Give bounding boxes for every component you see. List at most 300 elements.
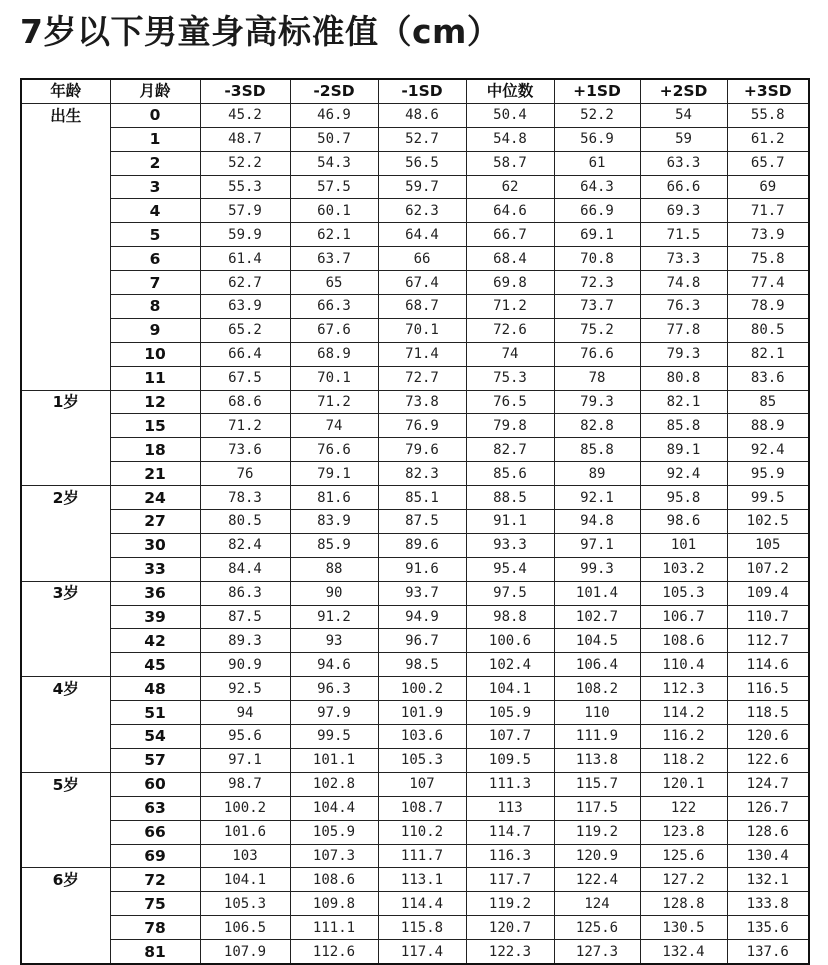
minus-3sd-cell: 65.2 (200, 318, 290, 342)
minus-3sd-cell: 61.4 (200, 247, 290, 271)
month-cell: 3 (110, 175, 200, 199)
age-cell: 5岁 (21, 772, 110, 796)
minus-1sd-cell: 85.1 (378, 486, 466, 510)
plus-2sd-cell: 103.2 (640, 557, 727, 581)
minus-1sd-cell: 115.8 (378, 916, 466, 940)
minus-1sd-cell: 73.8 (378, 390, 466, 414)
plus-2sd-cell: 74.8 (640, 271, 727, 295)
age-cell (21, 223, 110, 247)
minus-1sd-cell: 76.9 (378, 414, 466, 438)
plus-2sd-cell: 54 (640, 103, 727, 127)
age-cell (21, 366, 110, 390)
plus-1sd-cell: 75.2 (554, 318, 640, 342)
median-cell: 76.5 (466, 390, 554, 414)
plus-2sd-cell: 128.8 (640, 892, 727, 916)
plus-2sd-cell: 127.2 (640, 868, 727, 892)
plus-2sd-cell: 106.7 (640, 605, 727, 629)
plus-1sd-cell: 52.2 (554, 103, 640, 127)
plus-3sd-cell: 65.7 (727, 151, 809, 175)
median-cell: 50.4 (466, 103, 554, 127)
minus-1sd-cell: 114.4 (378, 892, 466, 916)
median-cell: 72.6 (466, 318, 554, 342)
plus-3sd-cell: 77.4 (727, 271, 809, 295)
minus-1sd-cell: 103.6 (378, 725, 466, 749)
minus-3sd-cell: 45.2 (200, 103, 290, 127)
table-row (21, 581, 809, 605)
median-cell: 82.7 (466, 438, 554, 462)
age-cell (21, 414, 110, 438)
minus-3sd-cell: 89.3 (200, 629, 290, 653)
month-cell: 60 (110, 772, 200, 796)
minus-2sd-cell: 74 (290, 414, 378, 438)
plus-2sd-cell: 114.2 (640, 701, 727, 725)
header-month: 月龄 (110, 79, 200, 103)
table-row (21, 103, 809, 127)
plus-3sd-cell: 80.5 (727, 318, 809, 342)
plus-2sd-cell: 82.1 (640, 390, 727, 414)
median-cell: 97.5 (466, 581, 554, 605)
table-row (21, 366, 809, 390)
median-cell: 105.9 (466, 701, 554, 725)
age-cell (21, 318, 110, 342)
plus-2sd-cell: 110.4 (640, 653, 727, 677)
plus-3sd-cell: 112.7 (727, 629, 809, 653)
minus-1sd-cell: 113.1 (378, 868, 466, 892)
median-cell: 98.8 (466, 605, 554, 629)
plus-1sd-cell: 79.3 (554, 390, 640, 414)
table-row (21, 892, 809, 916)
table-row (21, 868, 809, 892)
plus-2sd-cell: 89.1 (640, 438, 727, 462)
plus-1sd-cell: 76.6 (554, 342, 640, 366)
plus-1sd-cell: 124 (554, 892, 640, 916)
minus-2sd-cell: 102.8 (290, 772, 378, 796)
table-body (21, 103, 809, 964)
header-plus-1sd: +1SD (554, 79, 640, 103)
minus-1sd-cell: 52.7 (378, 127, 466, 151)
age-cell (21, 533, 110, 557)
plus-1sd-cell: 99.3 (554, 557, 640, 581)
age-cell (21, 725, 110, 749)
minus-3sd-cell: 105.3 (200, 892, 290, 916)
age-cell: 2岁 (21, 486, 110, 510)
minus-3sd-cell: 94 (200, 701, 290, 725)
minus-2sd-cell: 94.6 (290, 653, 378, 677)
header-minus-2sd: -2SD (290, 79, 378, 103)
plus-1sd-cell: 56.9 (554, 127, 640, 151)
age-cell (21, 127, 110, 151)
plus-1sd-cell: 61 (554, 151, 640, 175)
minus-3sd-cell: 98.7 (200, 772, 290, 796)
plus-3sd-cell: 137.6 (727, 940, 809, 964)
age-cell (21, 557, 110, 581)
plus-3sd-cell: 102.5 (727, 510, 809, 534)
month-cell: 81 (110, 940, 200, 964)
plus-1sd-cell: 127.3 (554, 940, 640, 964)
minus-3sd-cell: 97.1 (200, 748, 290, 772)
minus-2sd-cell: 108.6 (290, 868, 378, 892)
plus-1sd-cell: 94.8 (554, 510, 640, 534)
plus-2sd-cell: 63.3 (640, 151, 727, 175)
median-cell: 64.6 (466, 199, 554, 223)
plus-3sd-cell: 135.6 (727, 916, 809, 940)
minus-1sd-cell: 70.1 (378, 318, 466, 342)
minus-1sd-cell: 79.6 (378, 438, 466, 462)
minus-1sd-cell: 94.9 (378, 605, 466, 629)
plus-3sd-cell: 99.5 (727, 486, 809, 510)
table-row (21, 772, 809, 796)
plus-1sd-cell: 104.5 (554, 629, 640, 653)
minus-1sd-cell: 98.5 (378, 653, 466, 677)
minus-1sd-cell: 101.9 (378, 701, 466, 725)
header-minus-1sd: -1SD (378, 79, 466, 103)
minus-1sd-cell: 89.6 (378, 533, 466, 557)
table-row (21, 486, 809, 510)
table-row (21, 390, 809, 414)
median-cell: 66.7 (466, 223, 554, 247)
plus-2sd-cell: 116.2 (640, 725, 727, 749)
table-row (21, 533, 809, 557)
age-cell (21, 295, 110, 319)
table-row (21, 605, 809, 629)
minus-2sd-cell: 85.9 (290, 533, 378, 557)
month-cell: 24 (110, 486, 200, 510)
age-cell: 6岁 (21, 868, 110, 892)
table-row (21, 748, 809, 772)
plus-1sd-cell: 78 (554, 366, 640, 390)
table-row (21, 701, 809, 725)
month-cell: 18 (110, 438, 200, 462)
minus-2sd-cell: 109.8 (290, 892, 378, 916)
minus-1sd-cell: 62.3 (378, 199, 466, 223)
minus-3sd-cell: 62.7 (200, 271, 290, 295)
header-median: 中位数 (466, 79, 554, 103)
age-cell (21, 653, 110, 677)
minus-1sd-cell: 108.7 (378, 796, 466, 820)
age-cell: 4岁 (21, 677, 110, 701)
minus-1sd-cell: 64.4 (378, 223, 466, 247)
month-cell: 48 (110, 677, 200, 701)
month-cell: 63 (110, 796, 200, 820)
table-row (21, 295, 809, 319)
minus-3sd-cell: 86.3 (200, 581, 290, 605)
minus-1sd-cell: 66 (378, 247, 466, 271)
plus-1sd-cell: 117.5 (554, 796, 640, 820)
plus-3sd-cell: 105 (727, 533, 809, 557)
median-cell: 117.7 (466, 868, 554, 892)
median-cell: 111.3 (466, 772, 554, 796)
median-cell: 69.8 (466, 271, 554, 295)
table-row (21, 462, 809, 486)
plus-3sd-cell: 107.2 (727, 557, 809, 581)
month-cell: 69 (110, 844, 200, 868)
minus-2sd-cell: 91.2 (290, 605, 378, 629)
minus-3sd-cell: 106.5 (200, 916, 290, 940)
plus-1sd-cell: 85.8 (554, 438, 640, 462)
table-row (21, 271, 809, 295)
minus-2sd-cell: 81.6 (290, 486, 378, 510)
minus-3sd-cell: 59.9 (200, 223, 290, 247)
minus-3sd-cell: 107.9 (200, 940, 290, 964)
minus-2sd-cell: 57.5 (290, 175, 378, 199)
median-cell: 104.1 (466, 677, 554, 701)
month-cell: 75 (110, 892, 200, 916)
minus-2sd-cell: 65 (290, 271, 378, 295)
minus-2sd-cell: 71.2 (290, 390, 378, 414)
minus-3sd-cell: 90.9 (200, 653, 290, 677)
plus-1sd-cell: 106.4 (554, 653, 640, 677)
plus-2sd-cell: 118.2 (640, 748, 727, 772)
median-cell: 79.8 (466, 414, 554, 438)
table-row (21, 653, 809, 677)
minus-3sd-cell: 71.2 (200, 414, 290, 438)
minus-2sd-cell: 105.9 (290, 820, 378, 844)
minus-1sd-cell: 59.7 (378, 175, 466, 199)
age-cell (21, 462, 110, 486)
minus-3sd-cell: 48.7 (200, 127, 290, 151)
age-cell (21, 701, 110, 725)
header-plus-3sd: +3SD (727, 79, 809, 103)
minus-3sd-cell: 55.3 (200, 175, 290, 199)
minus-3sd-cell: 95.6 (200, 725, 290, 749)
month-cell: 66 (110, 820, 200, 844)
table-row (21, 510, 809, 534)
minus-3sd-cell: 78.3 (200, 486, 290, 510)
plus-1sd-cell: 82.8 (554, 414, 640, 438)
minus-3sd-cell: 100.2 (200, 796, 290, 820)
minus-2sd-cell: 101.1 (290, 748, 378, 772)
minus-3sd-cell: 104.1 (200, 868, 290, 892)
table-row (21, 677, 809, 701)
minus-2sd-cell: 79.1 (290, 462, 378, 486)
minus-3sd-cell: 73.6 (200, 438, 290, 462)
minus-1sd-cell: 96.7 (378, 629, 466, 653)
table-row (21, 916, 809, 940)
table-row (21, 318, 809, 342)
age-cell (21, 247, 110, 271)
age-cell (21, 844, 110, 868)
month-cell: 27 (110, 510, 200, 534)
plus-1sd-cell: 89 (554, 462, 640, 486)
minus-1sd-cell: 87.5 (378, 510, 466, 534)
table-row (21, 247, 809, 271)
plus-2sd-cell: 108.6 (640, 629, 727, 653)
minus-2sd-cell: 93 (290, 629, 378, 653)
minus-2sd-cell: 68.9 (290, 342, 378, 366)
plus-3sd-cell: 128.6 (727, 820, 809, 844)
minus-3sd-cell: 68.6 (200, 390, 290, 414)
height-standard-table (20, 78, 810, 965)
plus-3sd-cell: 126.7 (727, 796, 809, 820)
minus-3sd-cell: 52.2 (200, 151, 290, 175)
minus-2sd-cell: 62.1 (290, 223, 378, 247)
table-row (21, 175, 809, 199)
age-cell (21, 748, 110, 772)
minus-1sd-cell: 91.6 (378, 557, 466, 581)
month-cell: 78 (110, 916, 200, 940)
minus-3sd-cell: 84.4 (200, 557, 290, 581)
plus-1sd-cell: 102.7 (554, 605, 640, 629)
table-row (21, 796, 809, 820)
plus-3sd-cell: 69 (727, 175, 809, 199)
minus-2sd-cell: 76.6 (290, 438, 378, 462)
minus-2sd-cell: 60.1 (290, 199, 378, 223)
minus-1sd-cell: 100.2 (378, 677, 466, 701)
age-cell (21, 916, 110, 940)
plus-2sd-cell: 101 (640, 533, 727, 557)
median-cell: 75.3 (466, 366, 554, 390)
month-cell: 4 (110, 199, 200, 223)
median-cell: 119.2 (466, 892, 554, 916)
table-row (21, 127, 809, 151)
month-cell: 1 (110, 127, 200, 151)
month-cell: 2 (110, 151, 200, 175)
plus-1sd-cell: 110 (554, 701, 640, 725)
minus-3sd-cell: 66.4 (200, 342, 290, 366)
age-cell (21, 605, 110, 629)
age-cell: 1岁 (21, 390, 110, 414)
age-cell (21, 796, 110, 820)
minus-1sd-cell: 48.6 (378, 103, 466, 127)
header-plus-2sd: +2SD (640, 79, 727, 103)
plus-2sd-cell: 59 (640, 127, 727, 151)
plus-1sd-cell: 73.7 (554, 295, 640, 319)
month-cell: 9 (110, 318, 200, 342)
plus-3sd-cell: 130.4 (727, 844, 809, 868)
median-cell: 71.2 (466, 295, 554, 319)
plus-3sd-cell: 83.6 (727, 366, 809, 390)
table-row (21, 940, 809, 964)
median-cell: 58.7 (466, 151, 554, 175)
plus-2sd-cell: 132.4 (640, 940, 727, 964)
plus-3sd-cell: 132.1 (727, 868, 809, 892)
plus-3sd-cell: 88.9 (727, 414, 809, 438)
header-minus-3sd: -3SD (200, 79, 290, 103)
minus-2sd-cell: 111.1 (290, 916, 378, 940)
minus-1sd-cell: 72.7 (378, 366, 466, 390)
plus-2sd-cell: 77.8 (640, 318, 727, 342)
plus-2sd-cell: 98.6 (640, 510, 727, 534)
minus-3sd-cell: 63.9 (200, 295, 290, 319)
month-cell: 54 (110, 725, 200, 749)
plus-2sd-cell: 123.8 (640, 820, 727, 844)
month-cell: 12 (110, 390, 200, 414)
page-title: 7岁以下男童身高标准值（cm） (20, 12, 501, 51)
plus-2sd-cell: 95.8 (640, 486, 727, 510)
plus-3sd-cell: 118.5 (727, 701, 809, 725)
minus-2sd-cell: 90 (290, 581, 378, 605)
plus-1sd-cell: 69.1 (554, 223, 640, 247)
month-cell: 7 (110, 271, 200, 295)
minus-3sd-cell: 57.9 (200, 199, 290, 223)
plus-1sd-cell: 64.3 (554, 175, 640, 199)
age-cell (21, 510, 110, 534)
plus-2sd-cell: 80.8 (640, 366, 727, 390)
minus-2sd-cell: 67.6 (290, 318, 378, 342)
age-cell (21, 151, 110, 175)
table-row (21, 844, 809, 868)
median-cell: 68.4 (466, 247, 554, 271)
month-cell: 33 (110, 557, 200, 581)
plus-2sd-cell: 112.3 (640, 677, 727, 701)
plus-1sd-cell: 115.7 (554, 772, 640, 796)
plus-2sd-cell: 120.1 (640, 772, 727, 796)
minus-3sd-cell: 92.5 (200, 677, 290, 701)
minus-2sd-cell: 50.7 (290, 127, 378, 151)
median-cell: 85.6 (466, 462, 554, 486)
minus-1sd-cell: 111.7 (378, 844, 466, 868)
age-cell (21, 629, 110, 653)
plus-1sd-cell: 72.3 (554, 271, 640, 295)
table-row (21, 223, 809, 247)
month-cell: 5 (110, 223, 200, 247)
plus-2sd-cell: 92.4 (640, 462, 727, 486)
minus-2sd-cell: 99.5 (290, 725, 378, 749)
plus-3sd-cell: 122.6 (727, 748, 809, 772)
plus-3sd-cell: 116.5 (727, 677, 809, 701)
minus-1sd-cell: 107 (378, 772, 466, 796)
month-cell: 11 (110, 366, 200, 390)
month-cell: 10 (110, 342, 200, 366)
table-row (21, 725, 809, 749)
minus-1sd-cell: 105.3 (378, 748, 466, 772)
minus-3sd-cell: 76 (200, 462, 290, 486)
plus-3sd-cell: 110.7 (727, 605, 809, 629)
plus-1sd-cell: 113.8 (554, 748, 640, 772)
median-cell: 91.1 (466, 510, 554, 534)
plus-2sd-cell: 125.6 (640, 844, 727, 868)
plus-1sd-cell: 122.4 (554, 868, 640, 892)
month-cell: 57 (110, 748, 200, 772)
plus-1sd-cell: 125.6 (554, 916, 640, 940)
month-cell: 42 (110, 629, 200, 653)
age-cell (21, 271, 110, 295)
month-cell: 6 (110, 247, 200, 271)
age-cell (21, 438, 110, 462)
plus-3sd-cell: 85 (727, 390, 809, 414)
minus-1sd-cell: 67.4 (378, 271, 466, 295)
minus-2sd-cell: 88 (290, 557, 378, 581)
age-cell (21, 940, 110, 964)
plus-3sd-cell: 109.4 (727, 581, 809, 605)
minus-3sd-cell: 82.4 (200, 533, 290, 557)
plus-3sd-cell: 55.8 (727, 103, 809, 127)
table-row (21, 438, 809, 462)
minus-3sd-cell: 87.5 (200, 605, 290, 629)
minus-2sd-cell: 97.9 (290, 701, 378, 725)
table-header-row (21, 79, 809, 103)
plus-3sd-cell: 92.4 (727, 438, 809, 462)
minus-1sd-cell: 93.7 (378, 581, 466, 605)
minus-3sd-cell: 80.5 (200, 510, 290, 534)
median-cell: 100.6 (466, 629, 554, 653)
minus-3sd-cell: 67.5 (200, 366, 290, 390)
month-cell: 0 (110, 103, 200, 127)
plus-3sd-cell: 82.1 (727, 342, 809, 366)
minus-1sd-cell: 110.2 (378, 820, 466, 844)
month-cell: 51 (110, 701, 200, 725)
plus-3sd-cell: 133.8 (727, 892, 809, 916)
table-row (21, 557, 809, 581)
age-cell (21, 820, 110, 844)
plus-1sd-cell: 97.1 (554, 533, 640, 557)
plus-1sd-cell: 120.9 (554, 844, 640, 868)
month-cell: 30 (110, 533, 200, 557)
header-age: 年龄 (21, 79, 110, 103)
median-cell: 88.5 (466, 486, 554, 510)
minus-1sd-cell: 56.5 (378, 151, 466, 175)
median-cell: 109.5 (466, 748, 554, 772)
